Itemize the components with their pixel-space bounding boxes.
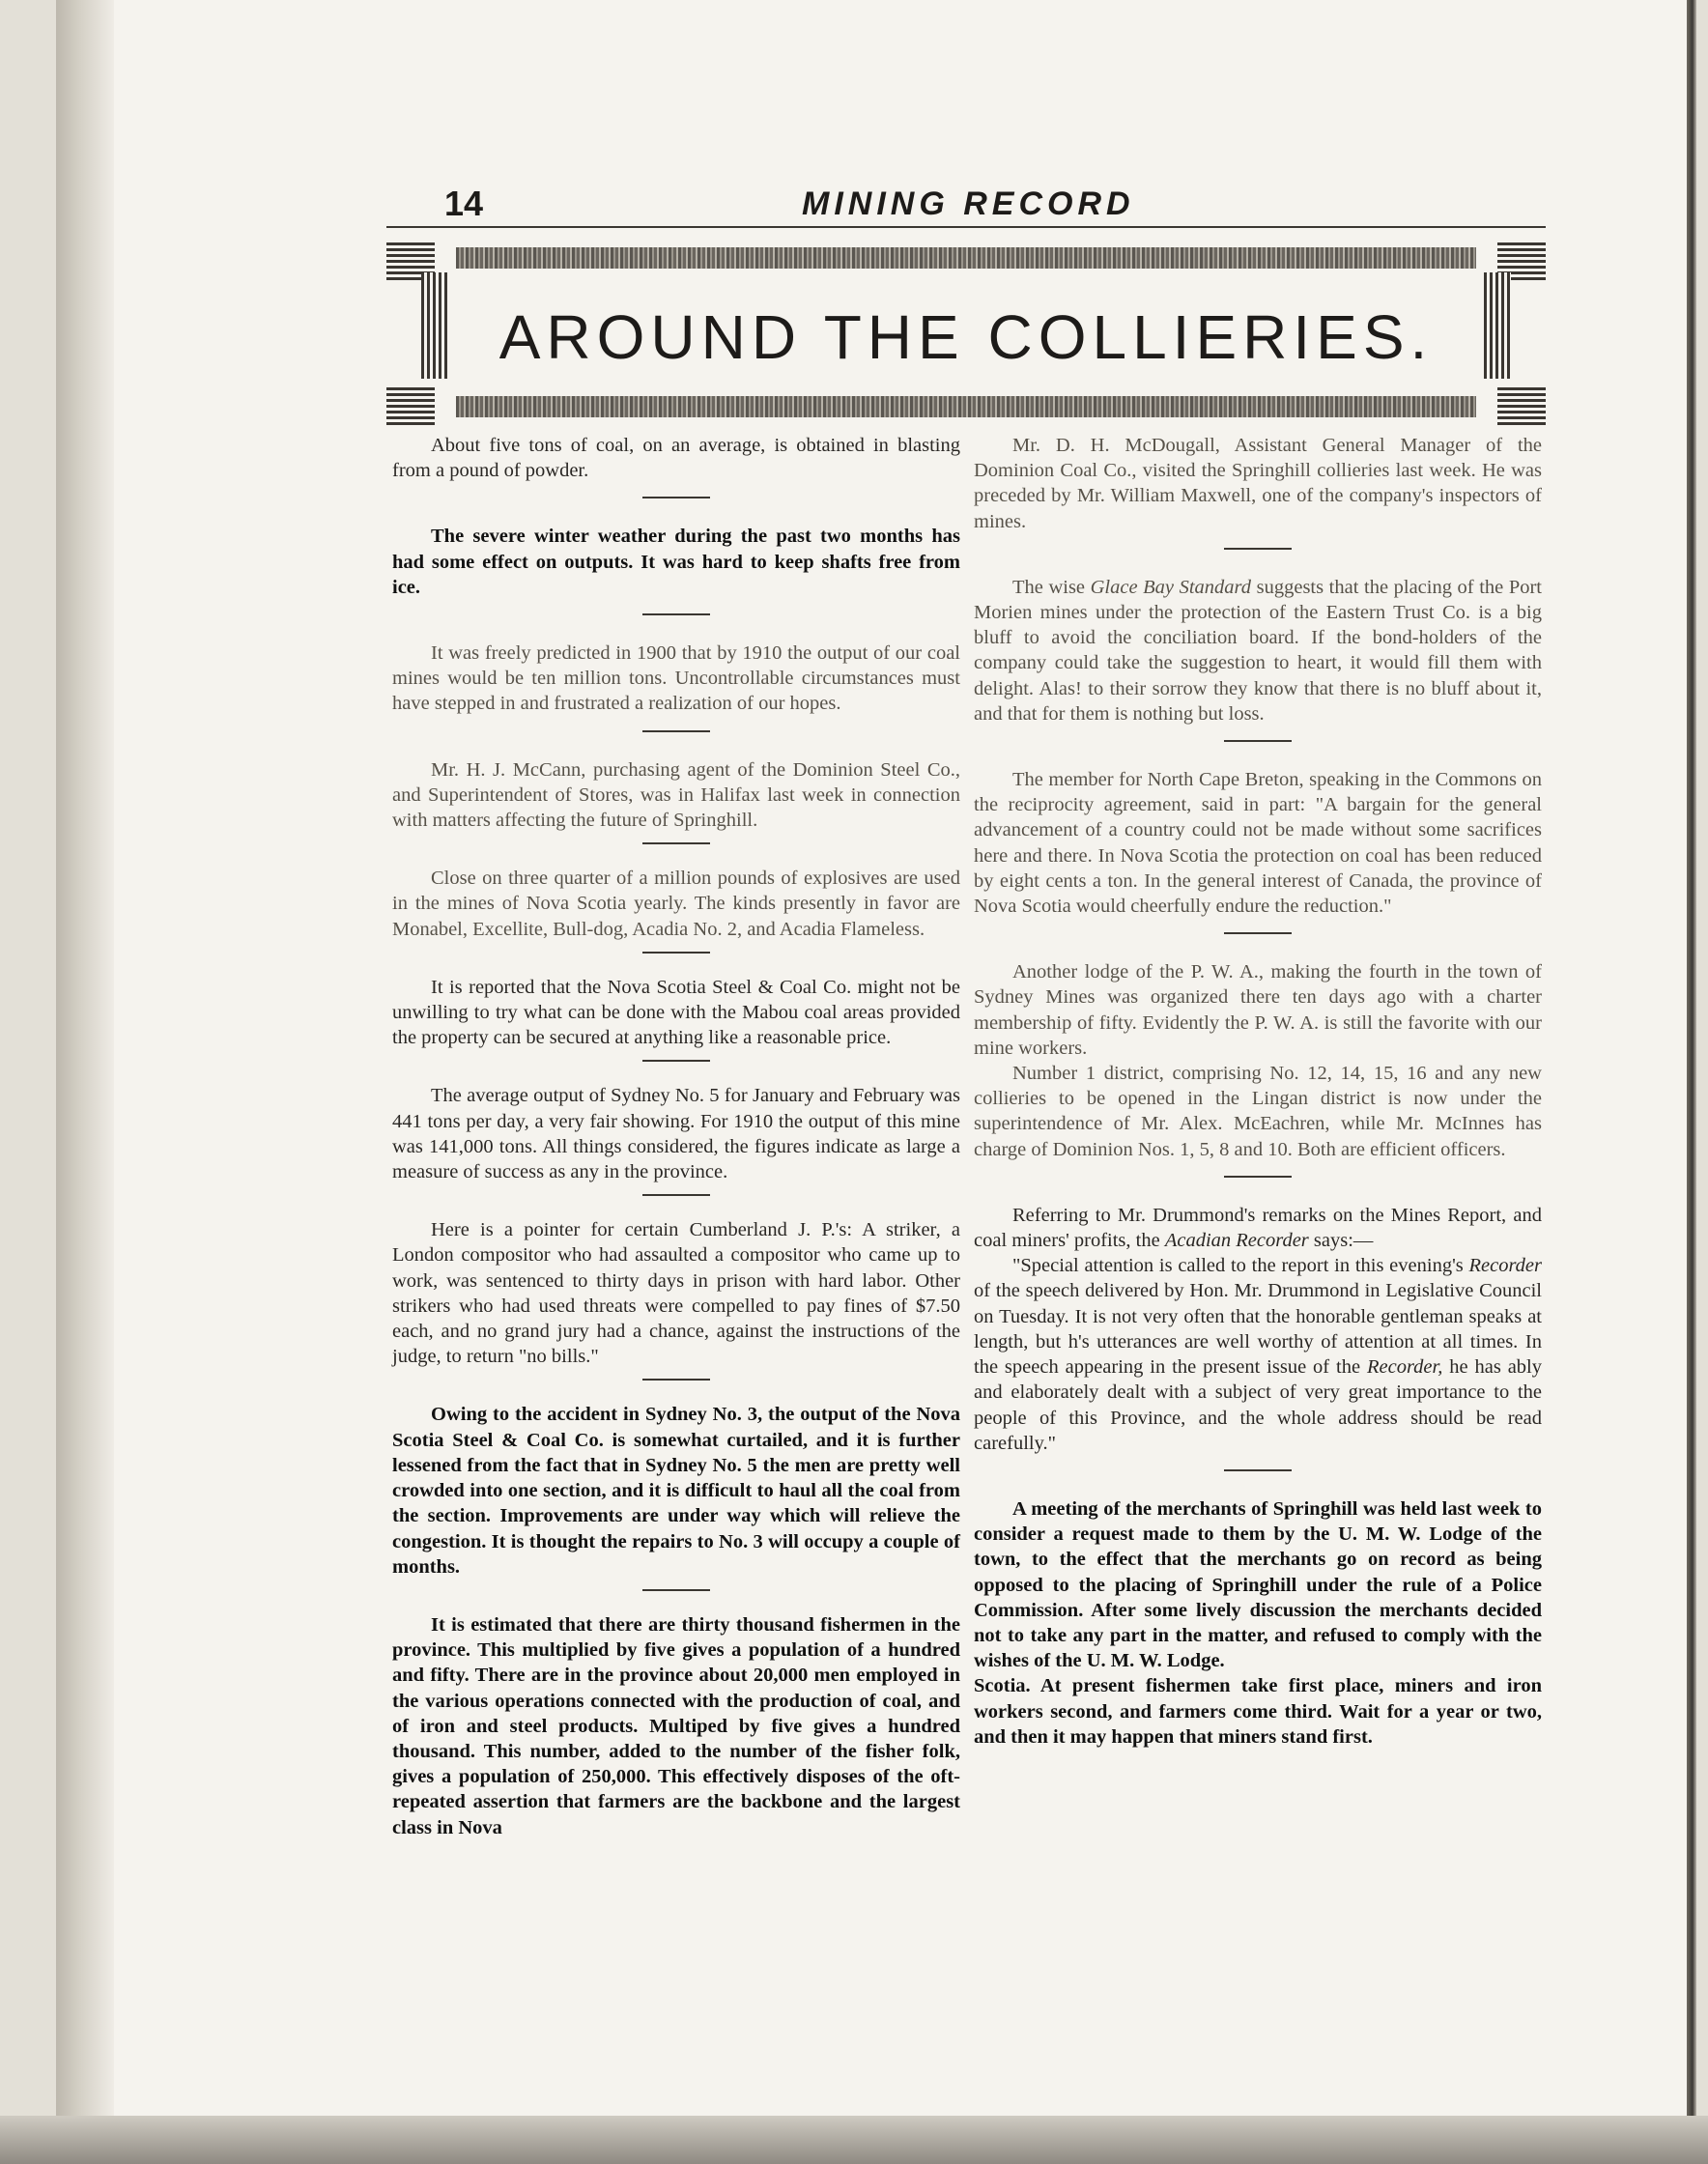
publication-name: Recorder: [1468, 1255, 1542, 1277]
news-item: Close on three quarter of a million pounds of explosives are used in the mines of Nova Scotia yearly. The kinds presently in favor are Monabel, Excellite, Bull-dog, Acadia No. 2, and Acadia Flameless.: [392, 868, 960, 940]
item-separator: [642, 1060, 710, 1062]
item-separator: [642, 1589, 710, 1591]
news-item: The average output of Sydney No. 5 for January and February was 441 tons per day, a very fair showing. For 1910 the output of this mine was 141,000 tons. All things considered, the figures indicate as large a measure of success as any in the province.: [392, 1085, 960, 1183]
news-item: It is estimated that there are thirty thousand fishermen in the province. This multiplied by five gives a population of a hundred and fifty. There are in the province about 20,000 men employed in the various operations connected with the production of coal, and of iron and steel products. Multiped by five gives a hundred thousand. This number, added to the number of the fisher folk, gives a population of 250,000. This effectively disposes of the oft-repeated assertion that farmers are the backbone and the largest class in Nova: [392, 1613, 960, 1838]
item-text: of the speech delivered by Hon. Mr. Drummond in Legislative Council on Tuesday. It is not very often that the honorable gentleman speaks at length, but h's utterances are well worthy of attention at all times. In the speech appearing in the present issue of the: [974, 1280, 1542, 1379]
news-item: [974, 1203, 1542, 1253]
item-text: suggests that the placing of the Port Morien mines under the protection of the Eastern Trust Co. is a big bluff to avoid the conciliation board. If the bond-holders of the company could take the suggestion to heart, it would fill them with delight. Alas! to their sorrow they know that there is no bluff about it, and that for them is nothing but loss.: [974, 576, 1543, 725]
item-separator: [642, 1379, 710, 1381]
publication-name: Recorder,: [1366, 1356, 1443, 1379]
item-text: The wise: [1012, 576, 1091, 598]
section-banner: [386, 242, 1546, 425]
news-item: Mr. H. J. McCann, purchasing agent of the Dominion Steel Co., and Superintendent of Stores, was in Halifax last week in connection with matters affecting the future of Springhill.: [392, 758, 960, 832]
publication-title: MINING RECORD: [802, 185, 1135, 222]
news-item: It is reported that the Nova Scotia Steel & Coal Co. might not be unwilling to try what can be done with the Mabou coal areas provided the property can be secured at anything like a reasonable price.: [392, 976, 960, 1049]
news-item: [974, 1253, 1542, 1456]
publication-name: Glace Bay Standard: [1090, 576, 1252, 598]
item-text: Referring to Mr. Drummond's remarks on the Mines Report, and coal miners' profits, the: [974, 1204, 1542, 1252]
news-item: Another lodge of the P. W. A., making the fourth in the town of Sydney Mines was organized there ten days ago with a charter membership of fifty. Evidently the P. W. A. is still the favorite with our mine workers.: [974, 961, 1542, 1059]
scan-bottom-edge: [0, 2116, 1708, 2164]
news-item-continuation: Scotia. At present fishermen take first place, miners and iron workers second, and farmers come third. Wait for a year or two, and then it may happen that miners stand first.: [974, 1675, 1542, 1748]
item-separator: [642, 730, 710, 732]
news-item: Owing to the accident in Sydney No. 3, the output of the Nova Scotia Steel & Coal Co. is somewhat curtailed, and it is further lessened from the fact that in Sydney No. 5 the men are pretty well crowded into one section, and it is difficult to haul all the coal from the section. Improvements are under way which will relieve the congestion. It is thought the repairs to No. 3 will occupy a couple of months.: [392, 1404, 960, 1578]
item-separator: [1224, 1176, 1292, 1178]
item-text: says:—: [1308, 1230, 1374, 1252]
section-title: AROUND THE COLLIERIES.: [498, 302, 1434, 372]
news-item: [974, 575, 1542, 726]
item-separator: [642, 1194, 710, 1196]
news-item: About five tons of coal, on an average, is obtained in blasting from a pound of powder.: [392, 435, 960, 482]
item-text: he has ably and elaborately dealt with a subject of very great importance to the people of this Province, and the whole address should be read carefully.": [974, 1356, 1542, 1454]
item-separator: [642, 613, 710, 615]
news-item: Mr. D. H. McDougall, Assistant General Manager of the Dominion Coal Co., visited the Springhill collieries last week. He was preceded by Mr. William Maxwell, one of the company's inspectors of mines.: [974, 435, 1542, 532]
page-number: 14: [444, 184, 484, 223]
page-binding-edge: [56, 0, 114, 2164]
right-column: [974, 433, 1542, 1750]
item-separator: [1224, 932, 1292, 934]
news-item: Number 1 district, comprising No. 12, 14, 15, 16 and any new collieries to be opened in the Lingan district is now under the superintendence of Mr. Alex. McEachren, while Mr. McInnes has charge of Dominion Nos. 1, 5, 8 and 10. Both are efficient officers.: [974, 1063, 1542, 1160]
banner-corner-ornament: [386, 386, 435, 425]
banner-corner-ornament: [1497, 386, 1546, 425]
publication-name: Acadian Recorder: [1164, 1230, 1309, 1252]
page-header: [386, 184, 1546, 228]
banner-bottom-rule: [456, 396, 1476, 417]
item-separator: [1224, 548, 1292, 550]
news-item: Here is a pointer for certain Cumberland J. P.'s: A striker, a London compositor who had assaulted a compositor who came up to work, was sentenced to thirty days in prison with hard labor. Other strikers who had used threats were compelled to pay fines of $7.50 each, and no grand jury had a chance, against the instructions of the judge, to return "no bills.": [392, 1219, 960, 1368]
left-column: [392, 433, 960, 1840]
news-item: A meeting of the merchants of Springhill was held last week to consider a request made to them by the U. M. W. Lodge of the town, to the effect that the merchants go on record as being opposed to the placing of Springhill under the rule of a Police Commission. After some lively discussion the merchants decided not to take any part in the matter, and refused to comply with the wishes of the U. M. W. Lodge.: [974, 1497, 1542, 1672]
item-separator: [642, 952, 710, 954]
banner-top-rule: [456, 247, 1476, 269]
news-item: It was freely predicted in 1900 that by 1910 the output of our coal mines would be ten million tons. Uncontrollable circumstances must have stepped in and frustrated a realization of our hopes.: [392, 642, 960, 715]
item-separator: [642, 497, 710, 498]
item-separator: [1224, 740, 1292, 742]
page-right-edge: [1687, 0, 1696, 2164]
item-separator: [642, 842, 710, 844]
news-item: The severe winter weather during the past two months has had some effect on outputs. It was hard to keep shafts free from ice.: [392, 526, 960, 598]
news-item: The member for North Cape Breton, speaking in the Commons on the reciprocity agreement, said in part: "A bargain for the general advancement of a country could not be made without some sacrifices here and there. In Nova Scotia the protection on coal has been reduced by eight cents a ton. In the general interest of Canada, the province of Nova Scotia would cheerfully endure the reduction.": [974, 769, 1542, 918]
item-separator: [1224, 1469, 1292, 1471]
item-text: "Special attention is called to the report in this evening's: [1012, 1255, 1469, 1277]
